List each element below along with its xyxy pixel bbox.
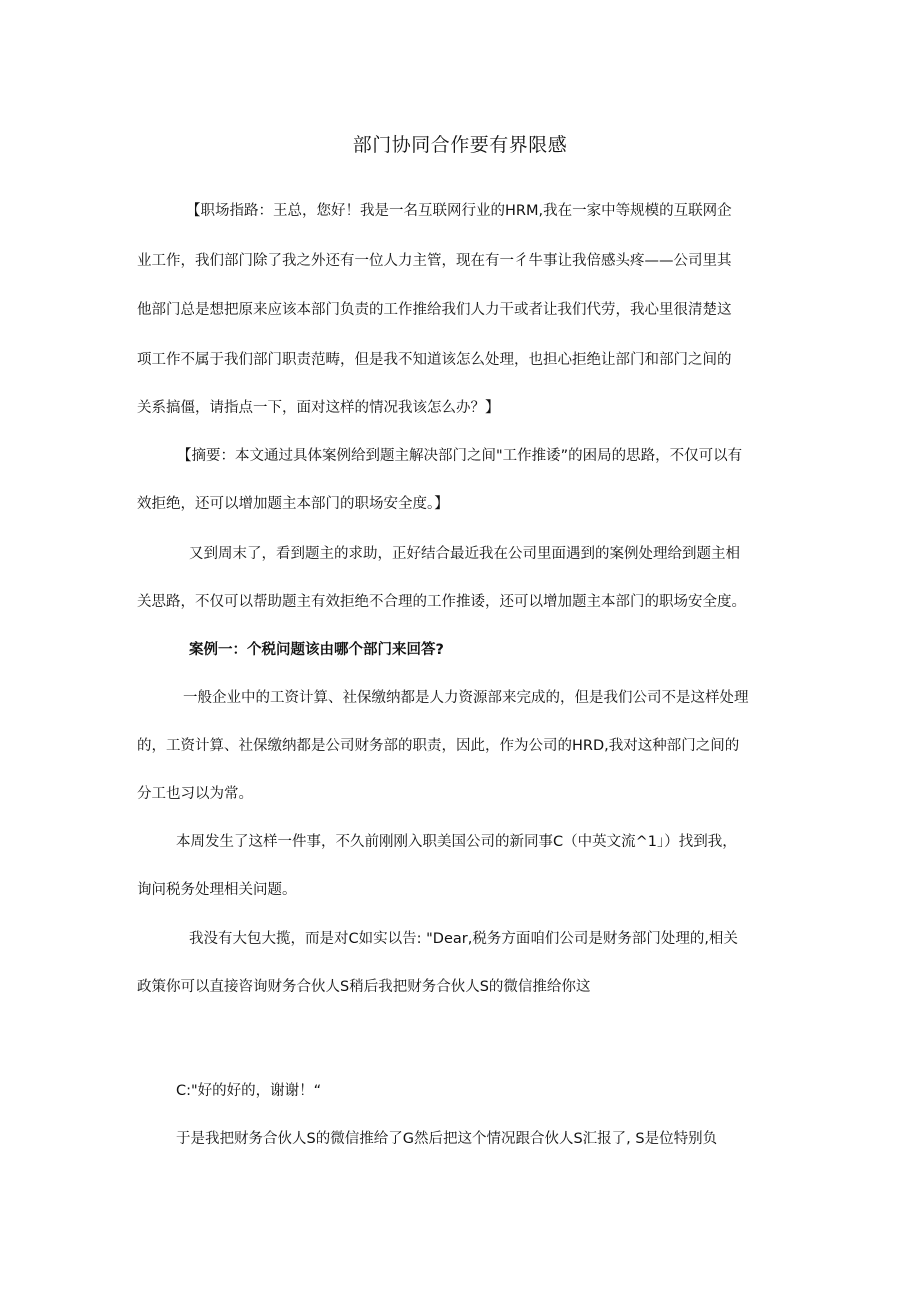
question-line-3: 他部门总是想把原来应该本部门负责的工作推给我们人力干或者让我们代劳，我心里很清楚这 bbox=[137, 302, 732, 318]
para1-line-2: 的，工资计算、社保缴纳都是公司财务部的职责，因此，作为公司的HRD,我对这种部门之间的 bbox=[137, 738, 740, 754]
para4-line: C:"好的好的，谢谢！“ bbox=[176, 1083, 322, 1099]
case-heading: 案例一：个税问题该由哪个部门来回答? bbox=[189, 642, 444, 658]
para5-line: 于是我把财务合伙人S的微信推给了G然后把这个情况跟合伙人S汇报了, S是位特别负 bbox=[176, 1131, 718, 1147]
intro-line-1: 又到周末了，看到题主的求助，正好结合最近我在公司里面遇到的案例处理给到题主相 bbox=[189, 546, 740, 562]
para3-line-1: 我没有大包大揽，而是对C如实以告: "Dear,税务方面咱们公司是财务部门处理的,相关 bbox=[189, 931, 738, 947]
question-line-1: 【职场指路：王总，您好！我是一名互联网行业的HRM,我在一家中等规模的互联网企 bbox=[186, 203, 732, 219]
question-line-5: 关系搞僵，请指点一下，面对这样的情况我该怎么办？】 bbox=[137, 400, 500, 416]
intro-line-2: 关思路，不仅可以帮助题主有效拒绝不合理的工作推诿，还可以增加题主本部门的职场安全度。 bbox=[137, 594, 746, 610]
question-line-2: 业工作，我们部门除了我之外还有一位人力主管，现在有一彳牛事让我倍感头疼——公司里其 bbox=[137, 253, 732, 269]
para1-line-1: 一般企业中的工资计算、社保缴纳都是人力资源部来完成的，但是我们公司不是这样处理 bbox=[183, 690, 749, 706]
abstract-line-2: 效拒绝，还可以增加题主本部门的职场安全度。】 bbox=[137, 496, 449, 512]
abstract-line-1: 【摘要：本文通过具体案例给到题主解决部门之间"工作推诿”的困局的思路，不仅可以有 bbox=[177, 448, 743, 464]
para2-line-2: 询问税务处理相关问题。 bbox=[137, 882, 297, 898]
para2-line-1: 本周发生了这样一件事，不久前刚刚入职美国公司的新同事C（中英文流^1」）找到我， bbox=[176, 834, 737, 850]
para3-line-2: 政策你可以直接咨询财务合伙人S稍后我把财务合伙人S的微信推给你这 bbox=[137, 979, 591, 995]
para1-line-3: 分工也习以为常。 bbox=[137, 786, 253, 802]
page-title: 部门协同合作要有界限感 bbox=[352, 134, 568, 156]
question-line-4: 项工作不属于我们部门职责范畴，但是我不知道该怎么处理，也担心拒绝让部门和部门之间的 bbox=[137, 352, 732, 368]
